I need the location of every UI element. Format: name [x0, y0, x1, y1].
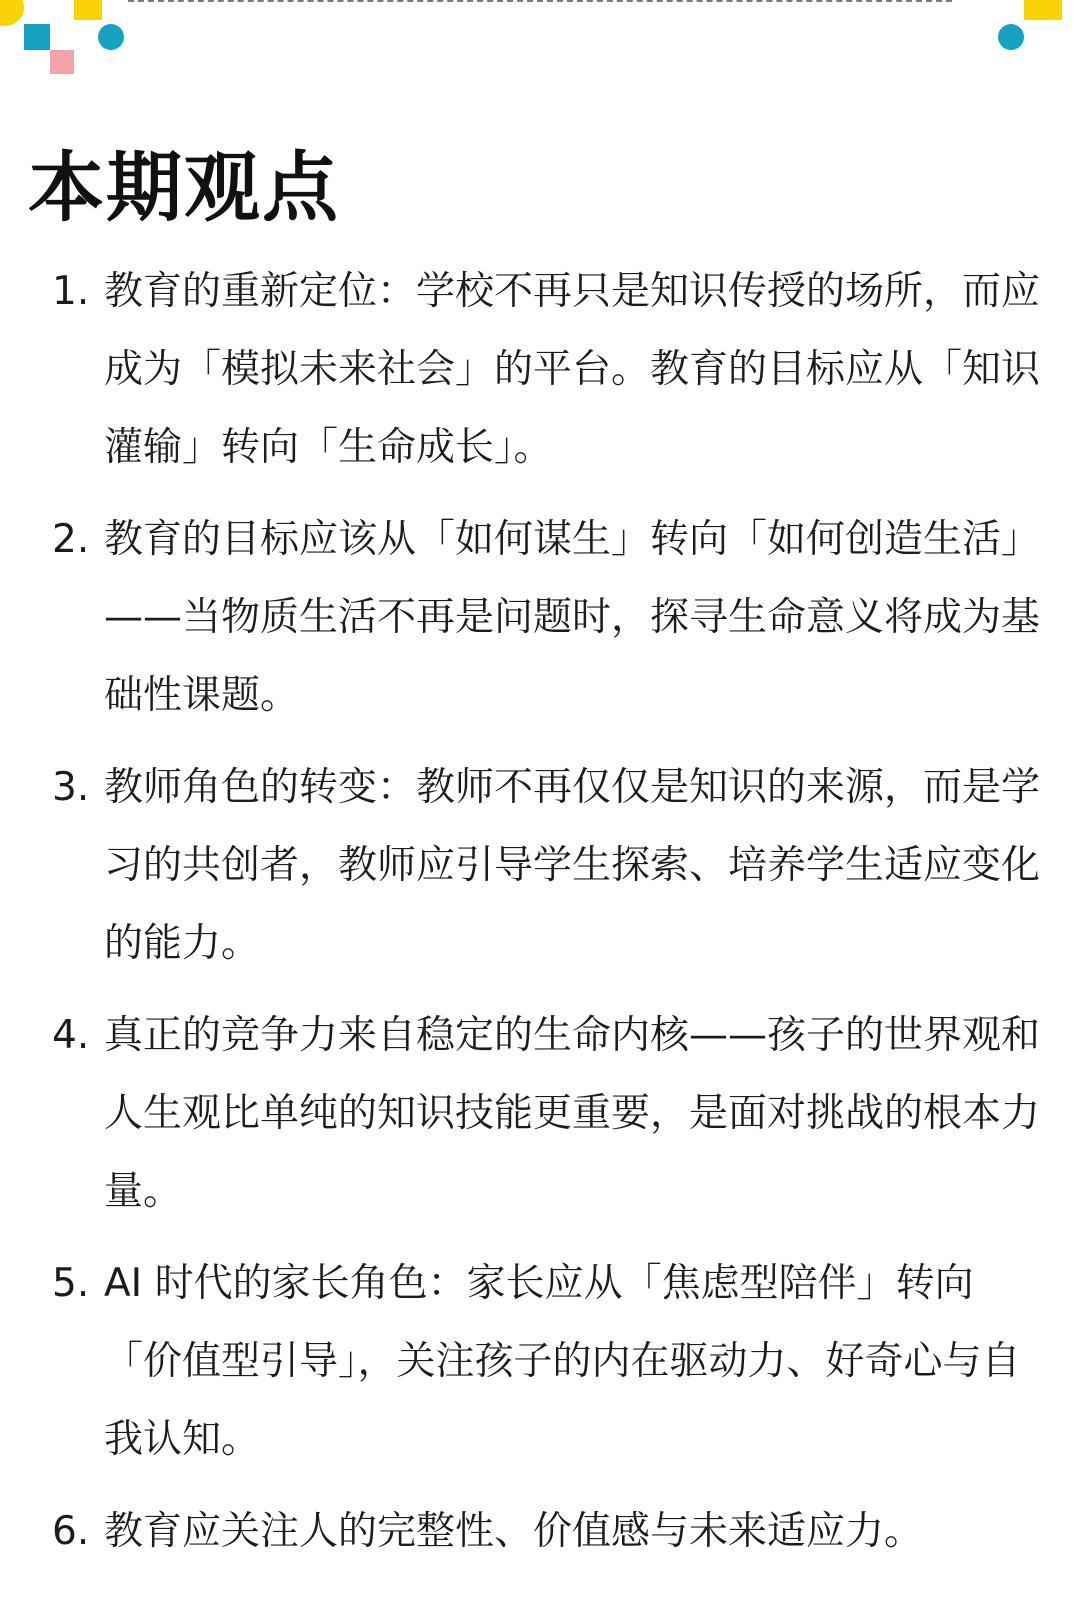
list-item [52, 253, 1042, 487]
list-item [52, 997, 1042, 1231]
page-title: 本期观点 [28, 143, 340, 232]
item-number: 6. [52, 1509, 90, 1554]
teal-dot-right [998, 24, 1024, 50]
pink-square [50, 50, 74, 74]
item-text: 教育应关注人的完整性、价值感与未来适应力。 [104, 1509, 924, 1554]
item-number: 1. [52, 269, 90, 314]
item-text: 教育的重新定位：学校不再只是知识传授的场所，而应成为「模拟未来社会」的平台。教育的目标应从「知识灌输」转向「生命成长」。 [104, 269, 1041, 470]
list-item [52, 1493, 1042, 1571]
points-list [52, 253, 1042, 1585]
item-number: 5. [52, 1261, 90, 1306]
yellow-dot-top-left [0, 0, 24, 26]
item-text: AI 时代的家长角色：家长应从「焦虑型陪伴」转向「价值型引导」，关注孩子的内在驱动力、好奇心与自我认知。 [104, 1261, 1021, 1462]
item-number: 2. [52, 517, 90, 562]
item-number: 4. [52, 1013, 90, 1058]
item-text: 真正的竞争力来自稳定的生命内核——孩子的世界观和人生观比单纯的知识技能更重要，是面对挑战的根本力量。 [104, 1013, 1041, 1214]
list-item [52, 1245, 1042, 1479]
list-item [52, 501, 1042, 735]
yellow-square-top-right [1024, 0, 1062, 20]
item-text: 教师角色的转变：教师不再仅仅是知识的来源，而是学习的共创者，教师应引导学生探索、培养学生适应变化的能力。 [104, 765, 1041, 966]
teal-dot [98, 24, 124, 50]
teal-square [24, 24, 50, 50]
yellow-square-top [74, 0, 102, 20]
item-number: 3. [52, 765, 90, 810]
top-dashed-divider [128, 0, 952, 2]
item-text: 教育的目标应该从「如何谋生」转向「如何创造生活」——当物质生活不再是问题时，探寻生命意义将成为基础性课题。 [104, 517, 1041, 718]
list-item [52, 749, 1042, 983]
